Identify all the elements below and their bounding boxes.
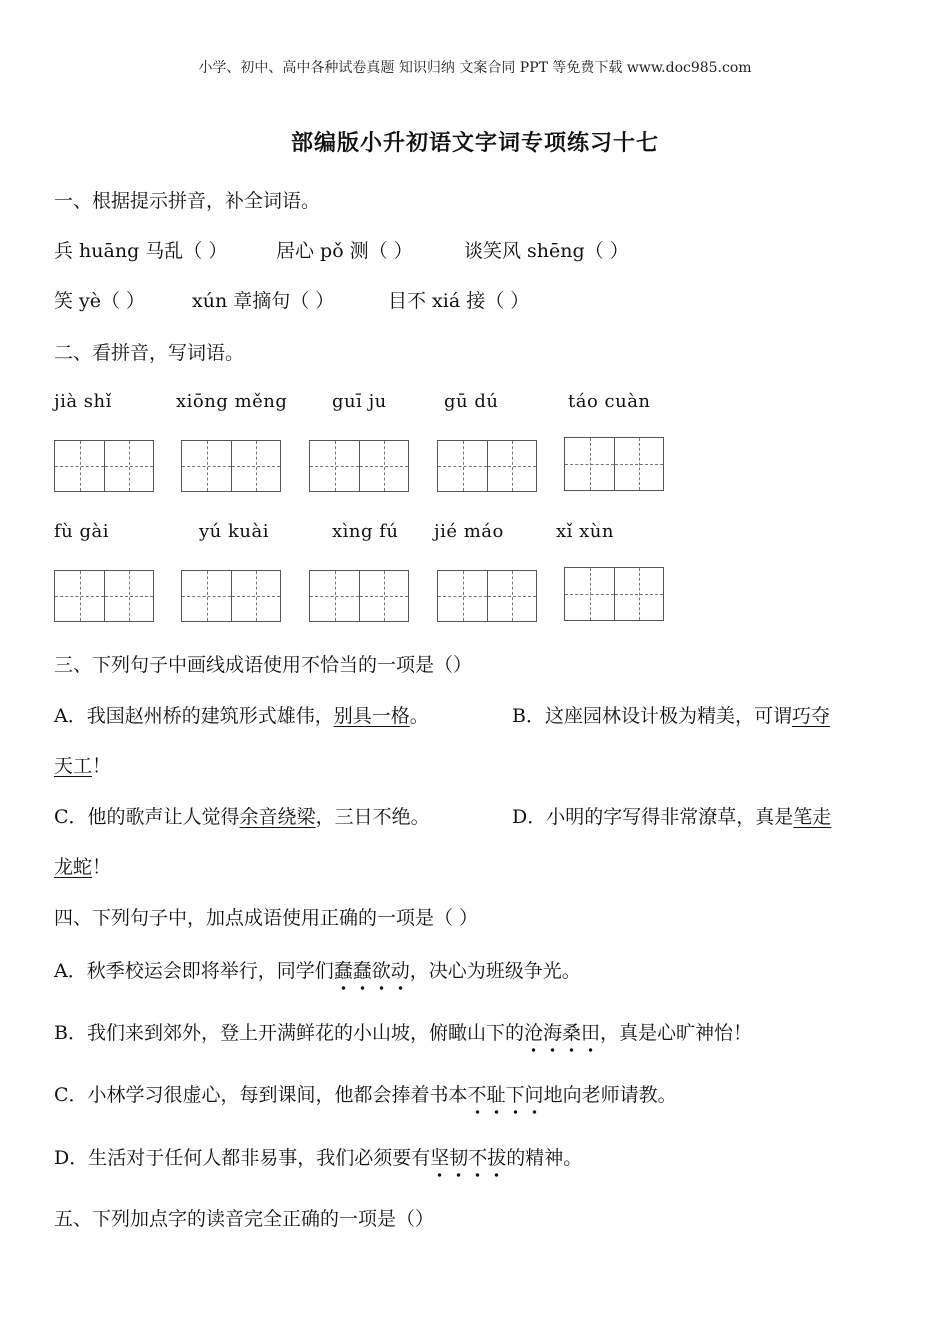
pinyin-label: xìng fú [332,521,399,542]
question-1-1: 兵 huāng 马乱（ ） [54,240,228,262]
option-4b: B．我们来到郊外，登上开满鲜花的小山坡，俯瞰山下的沧海桑田，真是心旷神怡！ [54,1018,752,1045]
pinyin-label: guī ju [332,391,387,412]
writing-grid[interactable] [437,570,537,622]
writing-grid[interactable] [564,567,664,621]
option-3b-cont: 天工！ [54,755,112,777]
pinyin-label: jià shǐ [54,391,112,412]
dotted-idiom: 沧海桑田 [524,1018,600,1045]
section-5-heading: 五、下列加点字的读音完全正确的一项是（） [54,1208,435,1230]
writing-grid[interactable] [54,440,154,492]
writing-grid[interactable] [437,440,537,492]
pinyin-label: gū dú [444,391,499,412]
dotted-idiom: 蠢蠢欲动 [334,956,410,983]
writing-grid[interactable] [181,570,281,622]
option-4c: C．小林学习很虚心，每到课间，他都会捧着书本不耻下问地向老师请教。 [54,1080,677,1107]
option-3a: A．我国赵州桥的建筑形式雄伟，别具一格。 [54,705,429,727]
writing-grid[interactable] [309,440,409,492]
writing-grid[interactable] [564,437,664,491]
underlined-idiom: 余音绕梁 [239,806,316,828]
page-title: 部编版小升初语文字词专项练习十七 [290,130,659,156]
pinyin-label: jié máo [434,521,504,542]
option-3c: C．他的歌声让人觉得余音绕梁，三日不绝。 [54,806,430,828]
writing-grid[interactable] [54,570,154,622]
option-3b: B．这座园林设计极为精美，可谓巧夺 [512,705,830,727]
section-3-heading: 三、下列句子中画线成语使用不恰当的一项是（） [54,654,473,676]
underlined-idiom: 天工 [54,755,93,777]
pinyin-label: xiōng měng [176,391,288,412]
question-1-4: 笑 yè（ ） [54,290,146,312]
writing-grid[interactable] [181,440,281,492]
pinyin-label: táo cuàn [568,391,651,412]
option-4a: A．秋季校运会即将举行，同学们蠢蠢欲动，决心为班级争光。 [54,956,581,983]
page-header: 小学、初中、高中各种试卷真题 知识归纳 文案合同 PPT 等免费下载 www.doc985.com [198,60,752,76]
underlined-idiom: 别具一格 [333,705,410,727]
section-1-heading: 一、根据提示拼音，补全词语。 [54,190,321,212]
pinyin-label: yú kuài [199,521,269,542]
option-3d: D．小明的字写得非常潦草，真是笔走 [512,806,832,828]
writing-grid[interactable] [309,570,409,622]
underlined-idiom: 龙蛇 [54,856,93,878]
question-1-3: 谈笑风 shēng（ ） [464,240,629,262]
dotted-idiom: 坚韧不拔 [430,1143,506,1170]
underlined-idiom: 笔走 [793,806,832,828]
section-2-heading: 二、看拼音，写词语。 [54,342,245,364]
underlined-idiom: 巧夺 [791,705,830,727]
question-1-6: 目不 xiá 接（ ） [388,290,530,312]
dotted-idiom: 不耻下问 [468,1080,544,1107]
question-1-5: xún 章摘句（ ） [192,290,335,312]
question-1-2: 居心 pǒ 测（ ） [276,240,413,262]
option-3d-cont: 龙蛇！ [54,856,112,878]
pinyin-label: fù gài [54,521,109,542]
pinyin-label: xǐ xùn [556,521,614,542]
section-4-heading: 四、下列句子中，加点成语使用正确的一项是（ ） [54,907,479,929]
option-4d: D．生活对于任何人都非易事，我们必须要有坚韧不拔的精神。 [54,1143,582,1170]
